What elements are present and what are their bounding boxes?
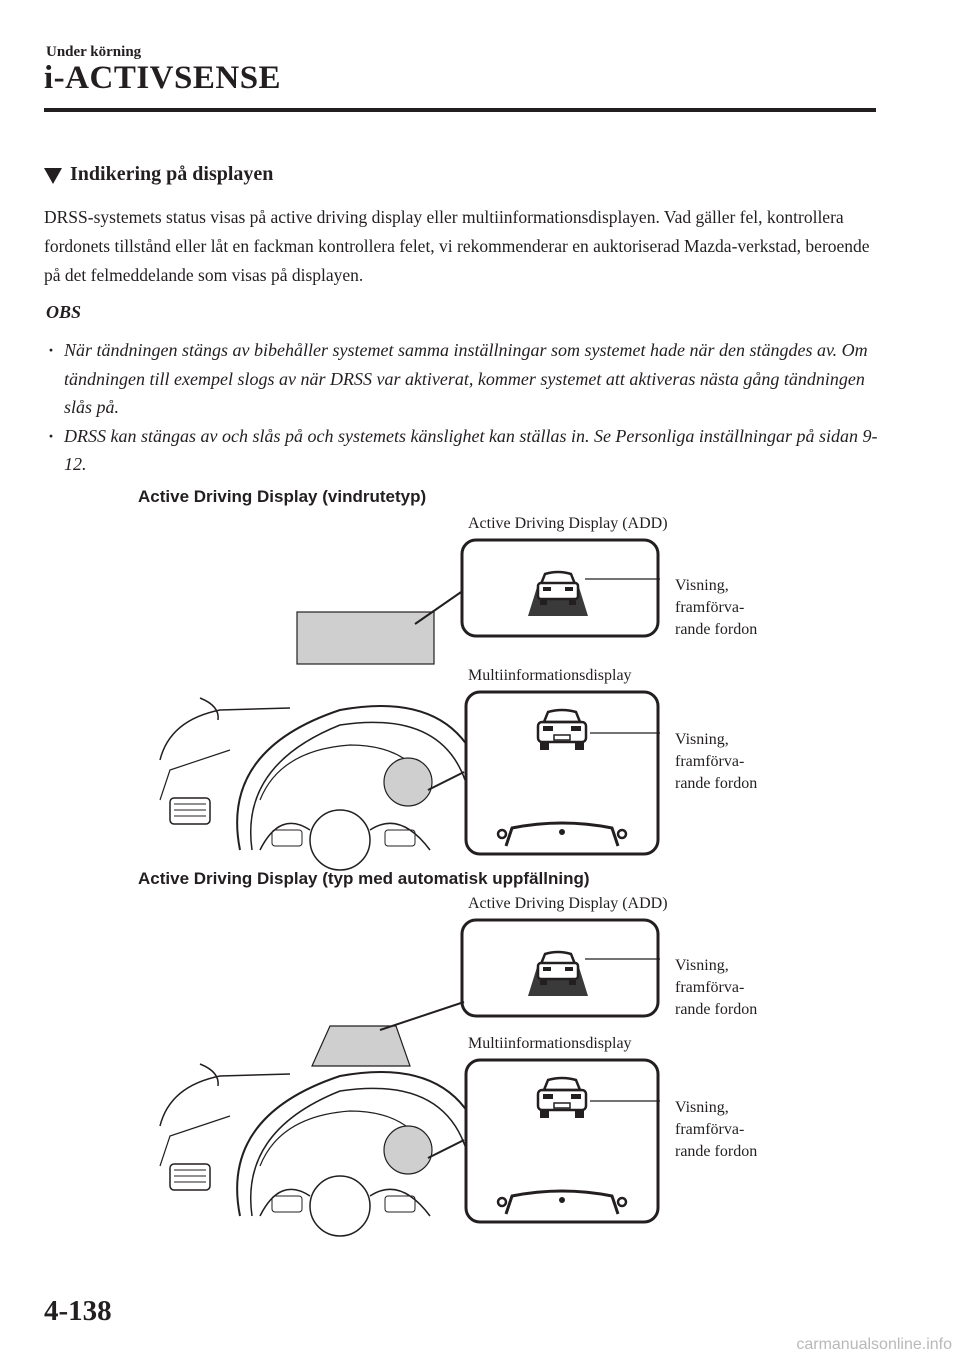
leader-line	[428, 772, 464, 790]
figure-2-mid-callout: Visning, framförva- rande fordon	[675, 1099, 758, 1160]
bullet-dot-icon: ·	[48, 425, 55, 446]
figure-1-mid-label: Multiinformationsdisplay	[468, 667, 632, 684]
figure-1-add-label: Active Driving Display (ADD)	[468, 515, 668, 532]
leader-line	[380, 1002, 464, 1030]
section-label: Under körning	[46, 44, 142, 60]
figure-2-mid-label: Multiinformationsdisplay	[468, 1035, 632, 1052]
page-number: 4-138	[44, 1295, 112, 1327]
leader-line	[428, 1140, 464, 1158]
windshield-display-area	[297, 612, 434, 664]
sub-heading-text: Indikering på displayen	[70, 163, 274, 185]
figure-1-title: Active Driving Display (vindrutetyp)	[138, 487, 427, 506]
popup-combiner-display	[312, 1026, 410, 1066]
figure-2-title: Active Driving Display (typ med automatisk uppfällning)	[138, 869, 590, 888]
mid-display-area	[384, 1126, 432, 1174]
bullet-dot-icon: ·	[48, 340, 55, 360]
page-title: i-ACTIVSENSE	[44, 60, 282, 96]
obs-item-text: DRSS kan stängas av och slås på och systemets känslighet kan ställas in. Se Personliga inställningar på sidan 9-12.	[64, 425, 878, 474]
obs-label: OBS	[46, 302, 82, 322]
leader-line	[415, 590, 464, 624]
watermark: carmanualsonline.info	[796, 1336, 952, 1353]
mid-display-area	[384, 758, 432, 806]
figure-1-add-callout: Visning, framförva- rande fordon	[675, 577, 758, 638]
obs-item-text: När tändningen stängs av bibehåller systemet samma inställningar som systemet hade när den stängdes av. Om tändningen till exempel slogs av när DRSS var aktiverat, kommer systemet att aktiveras nästa gång tändningen slås på.	[64, 340, 868, 417]
intro-paragraph: DRSS-systemets status visas på active driving display eller multiinformationsdisplayen. Vad gäller fel, kontrollera fordonets tillstånd eller låt en fackman kontrollera felet, vi rekommenderar en auktoriserad Mazda-verkstad, beroende på det felmeddelande som visas på displayen.	[44, 207, 870, 285]
figure-2-add-callout: Visning, framförva- rande fordon	[675, 957, 758, 1018]
figure-2-add-label: Active Driving Display (ADD)	[468, 895, 668, 912]
figure-1-mid-callout: Visning, framförva- rande fordon	[675, 731, 758, 792]
